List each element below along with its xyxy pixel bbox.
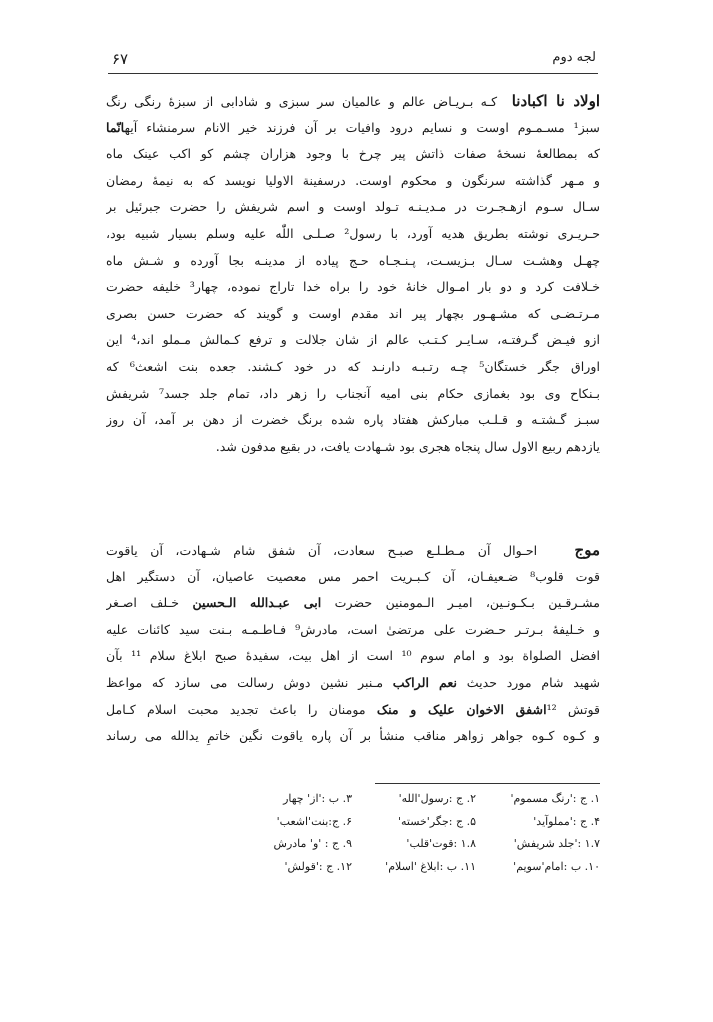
text-line: مشـرقـین بـکـونـین، امیـر الـمومنین حضرت ابی عبـدالله الـحسین خـلف اصـغر (106, 595, 600, 611)
text-line: که بمطالعهٔ نسخهٔ صفات ذاتش پیر چرخ با وجود هزاران چشم کو اکب عینک ماه (106, 146, 600, 162)
text-line: یازدهم ربیع الاول سال پنجاه هجری بود شـهادت یافت، در بقیع مدفون شد. (215, 438, 600, 454)
text-line: و مـهر گذاشته سرنگون و محکوم اوست. درسفینة الاولیا نویسد که به نیمهٔ رمضان (106, 172, 600, 188)
text-line: چهـل وهشـت سـال بـزیسـت، پـنـجـاه حـج پیاده از مدینـه بجا آورده و شـش ماه (106, 252, 600, 268)
emphasis-word: انّما (106, 119, 125, 135)
hadith-bold: نعم الراکب (392, 674, 457, 690)
footnote: ۴. ج :'مملوآید' (533, 814, 600, 828)
paragraph-2 (106, 537, 600, 750)
text-line: و کـوه کـوه جواهر زواهر مناقب منشأ بر آن پاره یاقوت نگین خاتمِ یدالله می رساند (106, 728, 600, 744)
text-line: افضل الصلواة بود و امام سوم ¹⁰ است از اهل بیت، سفیدهٔ صبح ابلاغ سلام ¹¹ بآن (106, 648, 600, 664)
text-line: قوت قلوب⁸ ضـعیفـان، آن کـبـریت احمر مس معصیت عاصیان، آن دستگیر اهل (106, 568, 600, 584)
footnote: ۵. ج :جگر'خسته' (397, 814, 476, 828)
text-line: اوراق جگر خستگان⁵ چـه رتـبـه دارنـد که در خود کـشند. جعده بنت اشعث⁶ که (106, 358, 600, 374)
text-line: قوتش ¹²اشفق الاخوان علیک و منک مومنان را باعث تجدید محبت اسلام کـامل (106, 701, 600, 717)
salute-bold: اشفق الاخوان علیک و منک (376, 701, 547, 717)
text-line: مـرتـضـی که مشـهـور بچهار پیر اند مقدم اوست و گویند که حضرت حسن بصری (106, 305, 600, 321)
footnote: ۱. ج :'رنگ مسموم' (510, 792, 600, 805)
footnote-rule (375, 783, 600, 784)
text-line: سبـز گـشتـه و قـلـب مبارکش هفتاد پاره شده برنگ خضرت از دهن بر آمد، آن روز (106, 412, 600, 428)
paragraph-lead: موج (574, 541, 600, 559)
footnote: ۲. ج :رسول'الله' (398, 792, 476, 805)
footnote: ۱.۷ :'جلد شریفش' (513, 837, 600, 850)
text-line: موج احـوال آن مـطـلـع صبـح سعادت، آن شفق شام شـهادت، آن یاقوت (106, 541, 600, 559)
text-line: سبز¹ مسـمـوم اوست و نسایم درود وافیات بر آن فرزند خیر الانام سرمنشاء آیهانّما (106, 119, 600, 135)
name-bold: ابی عبـدالله الـحسین (192, 595, 322, 611)
text-line: خـلافت کرد و دو بار امـوال خانهٔ خود را براه خدا تاراج نموده، چهار³ خلیفه حضرت (106, 279, 600, 295)
footnote-row (228, 811, 600, 834)
text-line: و خـلیفهٔ بـرتـر حـضرت علی مرتضیٰ است، مادرش⁹ فـاطـمـه بـنت سید کائنات علیه (106, 621, 600, 637)
text-line: بـنکاح وی بود بغمازی حکام بنی امیه آنجناب را زهر داد، تمام جلد جسد⁷ شریفش (106, 385, 600, 401)
footnote-row (228, 856, 600, 879)
footnote: ۱۱. ب :ابلاغ 'اسلام' (385, 859, 476, 873)
footnote: ۱۲. ج :'قولش' (284, 859, 352, 873)
footnote: ۶. ج:بنت'اشعب' (276, 814, 352, 828)
footnote: ۱.۸ :قوت'قلب' (406, 837, 476, 850)
footnote: ۱۰. ب :امام'سویم' (513, 859, 600, 873)
page-number: ۶۷ (112, 50, 129, 68)
footnote: ۹. ج : 'و' مادرش (273, 837, 352, 850)
page-header (108, 44, 598, 74)
paragraph-lead: اولاد نا اکبادنا (511, 92, 600, 110)
text-line: حـریـری نوشته بطریق هدیه آورد، با رسول² صـلـی اللّٰه علیه وسلم بسیار شبیه بود، (106, 225, 600, 241)
paragraph-1 (106, 88, 600, 460)
footnotes (228, 788, 600, 878)
text-line: شهید شام مورد حدیث نعم الراکب مـنبر نشین دوش رسالت می سازد که مواعظ (106, 674, 600, 690)
footnote-row (228, 788, 600, 811)
text-line: سـال سـوم ازهـجـرت در مـدیـنـه تـولد اوست و اسم شریفش را حضرت جبرئیل بر (106, 199, 600, 215)
footnote-row (228, 833, 600, 856)
footnote: ۳. ب :'از' چهار (283, 792, 352, 805)
running-head: لجه دوم (552, 50, 596, 65)
text-line: اولاد نا اکبادنا کـه بـریـاض عالم و عالمیان سر سبزی و شادابی از سبزهٔ رنگی رنگ (106, 92, 600, 110)
text-line: ازو فیـض گـرفتـه، سـایـر کـتـب عالم از شان جلالت و ترفع کـمالش مـملو اند،⁴ این (106, 332, 600, 348)
header-rule (108, 73, 598, 74)
